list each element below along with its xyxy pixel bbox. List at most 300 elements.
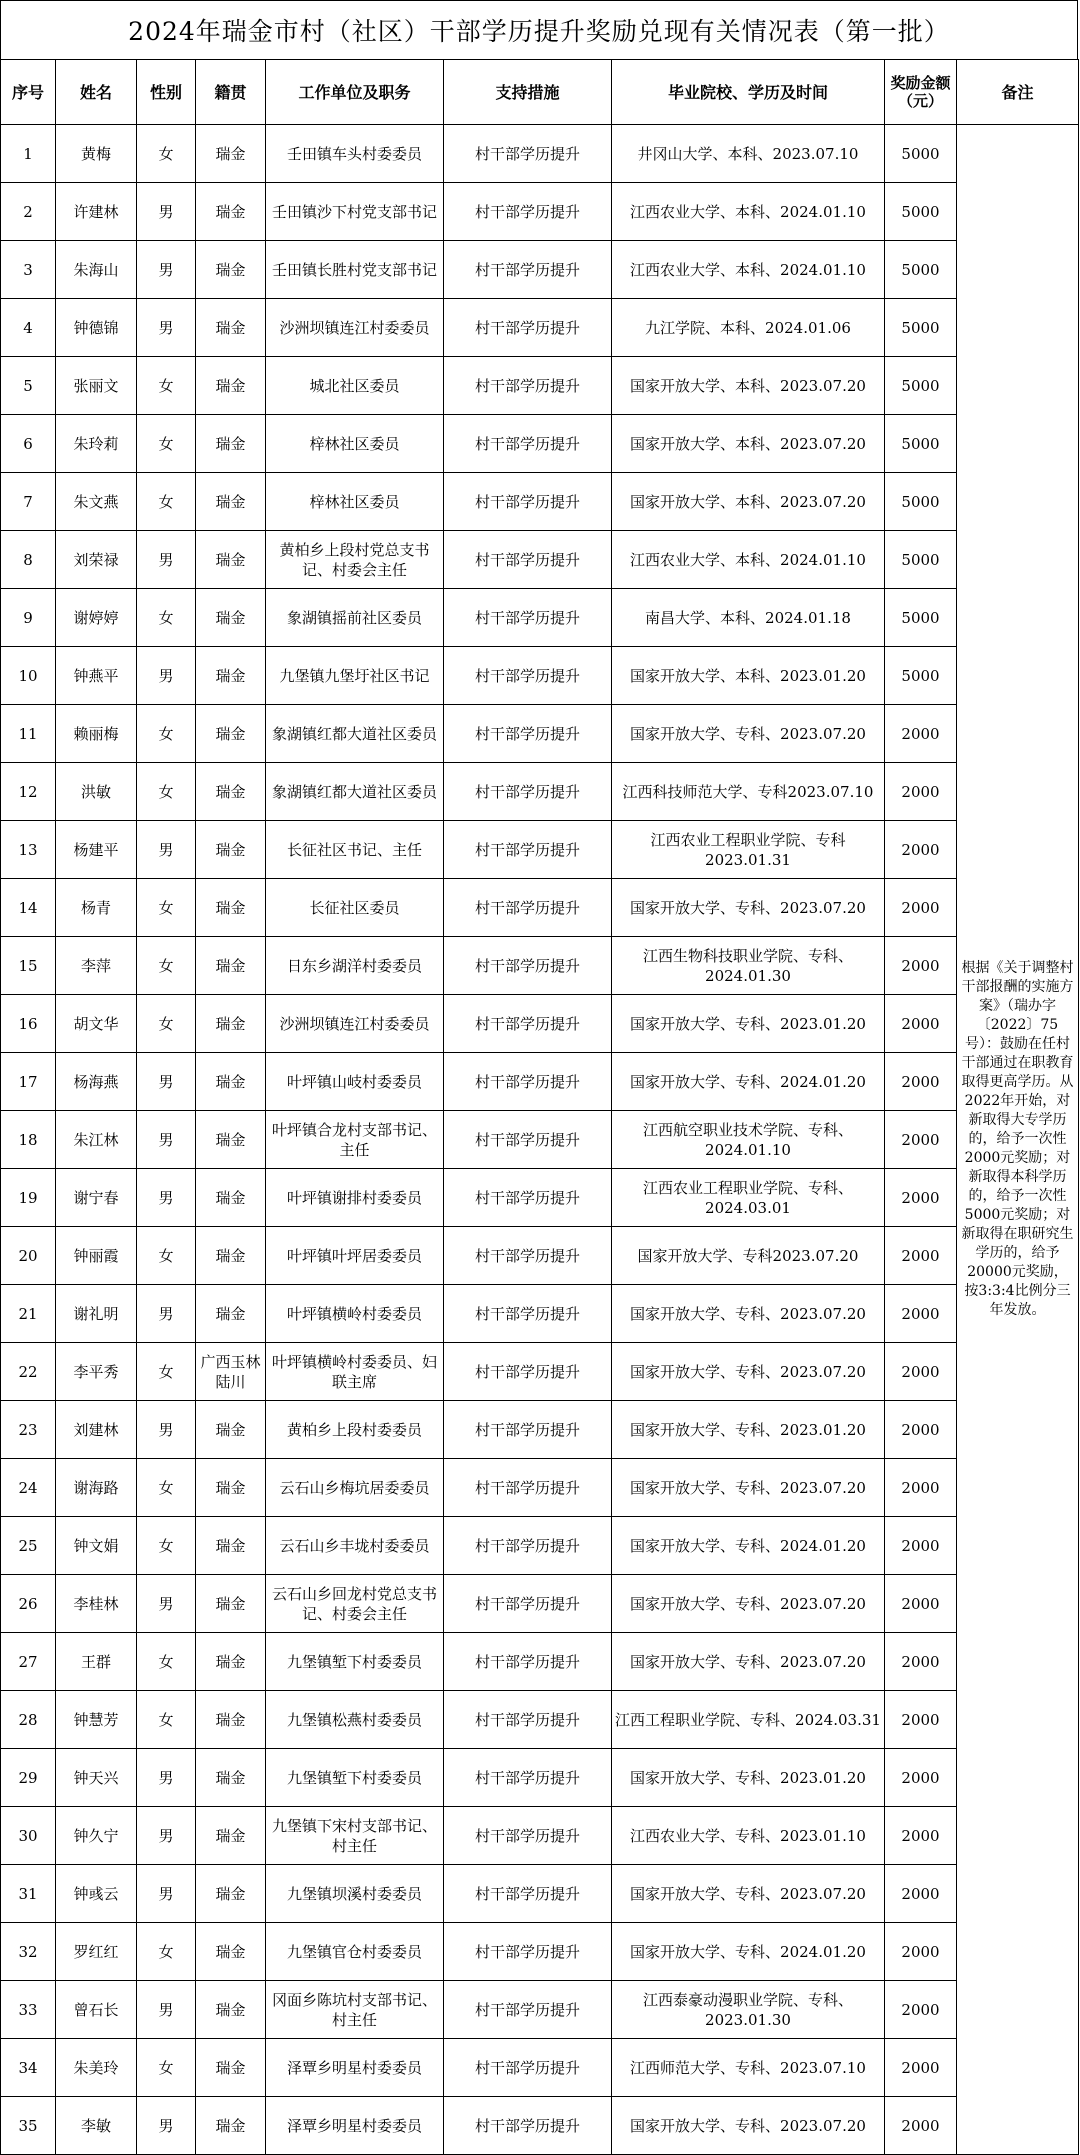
hometown-cell: 瑞金 — [196, 125, 266, 183]
gender-cell: 女 — [137, 1227, 196, 1285]
table-row — [1, 473, 1079, 531]
unit-cell: 长征社区书记、主任 — [266, 821, 444, 879]
seq-cell: 31 — [1, 1865, 56, 1923]
school-cell: 国家开放大学、专科、2023.07.20 — [612, 879, 885, 937]
amount-cell: 5000 — [885, 589, 957, 647]
header-gender: 性别 — [137, 60, 196, 125]
gender-cell: 女 — [137, 2039, 196, 2097]
school-cell: 国家开放大学、专科、2023.07.20 — [612, 1575, 885, 1633]
seq-cell: 27 — [1, 1633, 56, 1691]
unit-cell: 九堡镇官仓村委委员 — [266, 1923, 444, 1981]
remark-cell: 根据《关于调整村干部报酬的实施方案》（瑞办字〔2022〕75号）：鼓励在任村干部通过在职教育取得更高学历。从2022年开始，对新取得大专学历的，给予一次性2000元奖励；对新取得本科学历的，给予一次性5000元奖励；对新取得在职研究生学历的，给予20000元奖励，按3:3:4比例分三年发放。 — [957, 125, 1079, 2155]
measure-cell: 村干部学历提升 — [444, 1749, 612, 1807]
name-cell: 谢海路 — [56, 1459, 137, 1517]
hometown-cell: 瑞金 — [196, 183, 266, 241]
seq-cell: 23 — [1, 1401, 56, 1459]
document-title: 2024年瑞金市村（社区）干部学历提升奖励兑现有关情况表（第一批） — [0, 0, 1078, 60]
unit-cell: 城北社区委员 — [266, 357, 444, 415]
seq-cell: 24 — [1, 1459, 56, 1517]
seq-cell: 3 — [1, 241, 56, 299]
name-cell: 朱玲莉 — [56, 415, 137, 473]
hometown-cell: 瑞金 — [196, 473, 266, 531]
table-header-row — [1, 60, 1079, 125]
measure-cell: 村干部学历提升 — [444, 705, 612, 763]
table-row — [1, 299, 1079, 357]
measure-cell: 村干部学历提升 — [444, 1865, 612, 1923]
seq-cell: 14 — [1, 879, 56, 937]
gender-cell: 女 — [137, 473, 196, 531]
unit-cell: 叶坪镇山岐村委委员 — [266, 1053, 444, 1111]
gender-cell: 女 — [137, 1923, 196, 1981]
amount-cell: 2000 — [885, 995, 957, 1053]
school-cell: 国家开放大学、专科2023.07.20 — [612, 1227, 885, 1285]
unit-cell: 云石山乡梅坑居委委员 — [266, 1459, 444, 1517]
seq-cell: 35 — [1, 2097, 56, 2155]
measure-cell: 村干部学历提升 — [444, 1633, 612, 1691]
amount-cell: 2000 — [885, 1053, 957, 1111]
measure-cell: 村干部学历提升 — [444, 1111, 612, 1169]
measure-cell: 村干部学历提升 — [444, 1169, 612, 1227]
amount-cell: 5000 — [885, 647, 957, 705]
hometown-cell: 瑞金 — [196, 1227, 266, 1285]
name-cell: 朱海山 — [56, 241, 137, 299]
amount-cell: 2000 — [885, 2039, 957, 2097]
school-cell: 南昌大学、本科、2024.01.18 — [612, 589, 885, 647]
seq-cell: 30 — [1, 1807, 56, 1865]
measure-cell: 村干部学历提升 — [444, 1807, 612, 1865]
header-school: 毕业院校、学历及时间 — [612, 60, 885, 125]
amount-cell: 2000 — [885, 1517, 957, 1575]
hometown-cell: 瑞金 — [196, 415, 266, 473]
name-cell: 王群 — [56, 1633, 137, 1691]
amount-cell: 2000 — [885, 1749, 957, 1807]
header-seq: 序号 — [1, 60, 56, 125]
unit-cell: 象湖镇红都大道社区委员 — [266, 705, 444, 763]
gender-cell: 女 — [137, 705, 196, 763]
seq-cell: 25 — [1, 1517, 56, 1575]
seq-cell: 15 — [1, 937, 56, 995]
measure-cell: 村干部学历提升 — [444, 1053, 612, 1111]
name-cell: 李桂林 — [56, 1575, 137, 1633]
seq-cell: 6 — [1, 415, 56, 473]
name-cell: 钟文娟 — [56, 1517, 137, 1575]
school-cell: 国家开放大学、专科、2023.07.20 — [612, 1633, 885, 1691]
hometown-cell: 瑞金 — [196, 2039, 266, 2097]
school-cell: 江西农业大学、本科、2024.01.10 — [612, 531, 885, 589]
measure-cell: 村干部学历提升 — [444, 1575, 612, 1633]
hometown-cell: 瑞金 — [196, 1517, 266, 1575]
school-cell: 国家开放大学、本科、2023.07.20 — [612, 473, 885, 531]
table-row — [1, 1053, 1079, 1111]
reward-table — [0, 59, 1079, 2155]
name-cell: 杨海燕 — [56, 1053, 137, 1111]
amount-cell: 2000 — [885, 1981, 957, 2039]
school-cell: 国家开放大学、本科、2023.01.20 — [612, 647, 885, 705]
amount-cell: 2000 — [885, 1459, 957, 1517]
hometown-cell: 瑞金 — [196, 1459, 266, 1517]
name-cell: 胡文华 — [56, 995, 137, 1053]
school-cell: 井冈山大学、本科、2023.07.10 — [612, 125, 885, 183]
amount-cell: 2000 — [885, 1575, 957, 1633]
amount-cell: 2000 — [885, 763, 957, 821]
amount-cell: 5000 — [885, 357, 957, 415]
gender-cell: 女 — [137, 415, 196, 473]
header-measure: 支持措施 — [444, 60, 612, 125]
table-row — [1, 821, 1079, 879]
table-row — [1, 1923, 1079, 1981]
table-row — [1, 589, 1079, 647]
name-cell: 李敏 — [56, 2097, 137, 2155]
table-row — [1, 1343, 1079, 1401]
name-cell: 钟久宁 — [56, 1807, 137, 1865]
unit-cell: 九堡镇下宋村支部书记、村主任 — [266, 1807, 444, 1865]
table-body — [1, 125, 1079, 2155]
name-cell: 刘荣禄 — [56, 531, 137, 589]
amount-cell: 5000 — [885, 531, 957, 589]
name-cell: 张丽文 — [56, 357, 137, 415]
hometown-cell: 瑞金 — [196, 1691, 266, 1749]
gender-cell: 女 — [137, 1459, 196, 1517]
amount-cell: 5000 — [885, 415, 957, 473]
seq-cell: 17 — [1, 1053, 56, 1111]
table-row — [1, 1981, 1079, 2039]
school-cell: 江西师范大学、专科、2023.07.10 — [612, 2039, 885, 2097]
unit-cell: 沙洲坝镇连江村委委员 — [266, 299, 444, 357]
school-cell: 江西泰豪动漫职业学院、专科、2023.01.30 — [612, 1981, 885, 2039]
gender-cell: 男 — [137, 2097, 196, 2155]
table-row — [1, 705, 1079, 763]
measure-cell: 村干部学历提升 — [444, 1401, 612, 1459]
name-cell: 朱江林 — [56, 1111, 137, 1169]
amount-cell: 2000 — [885, 1401, 957, 1459]
amount-cell: 2000 — [885, 1633, 957, 1691]
amount-cell: 5000 — [885, 241, 957, 299]
table-row — [1, 995, 1079, 1053]
header-name: 姓名 — [56, 60, 137, 125]
seq-cell: 22 — [1, 1343, 56, 1401]
gender-cell: 女 — [137, 995, 196, 1053]
gender-cell: 男 — [137, 1401, 196, 1459]
seq-cell: 5 — [1, 357, 56, 415]
measure-cell: 村干部学历提升 — [444, 821, 612, 879]
measure-cell: 村干部学历提升 — [444, 1343, 612, 1401]
hometown-cell: 瑞金 — [196, 1285, 266, 1343]
unit-cell: 黄柏乡上段村委委员 — [266, 1401, 444, 1459]
name-cell: 钟燕平 — [56, 647, 137, 705]
seq-cell: 8 — [1, 531, 56, 589]
measure-cell: 村干部学历提升 — [444, 473, 612, 531]
school-cell: 国家开放大学、专科、2023.01.20 — [612, 1401, 885, 1459]
hometown-cell: 瑞金 — [196, 937, 266, 995]
seq-cell: 16 — [1, 995, 56, 1053]
table-row — [1, 531, 1079, 589]
hometown-cell: 瑞金 — [196, 1169, 266, 1227]
unit-cell: 泽覃乡明星村委委员 — [266, 2039, 444, 2097]
hometown-cell: 瑞金 — [196, 1981, 266, 2039]
hometown-cell: 瑞金 — [196, 589, 266, 647]
table-row — [1, 1227, 1079, 1285]
unit-cell: 叶坪镇叶坪居委委员 — [266, 1227, 444, 1285]
school-cell: 国家开放大学、本科、2023.07.20 — [612, 415, 885, 473]
hometown-cell: 瑞金 — [196, 1401, 266, 1459]
seq-cell: 18 — [1, 1111, 56, 1169]
table-row — [1, 879, 1079, 937]
table-row — [1, 357, 1079, 415]
unit-cell: 九堡镇九堡圩社区书记 — [266, 647, 444, 705]
measure-cell: 村干部学历提升 — [444, 1517, 612, 1575]
name-cell: 罗红红 — [56, 1923, 137, 1981]
unit-cell: 九堡镇堑下村委委员 — [266, 1633, 444, 1691]
amount-cell: 2000 — [885, 937, 957, 995]
unit-cell: 梓林社区委员 — [266, 473, 444, 531]
hometown-cell: 瑞金 — [196, 879, 266, 937]
unit-cell: 壬田镇长胜村党支部书记 — [266, 241, 444, 299]
seq-cell: 21 — [1, 1285, 56, 1343]
gender-cell: 女 — [137, 357, 196, 415]
unit-cell: 叶坪镇横岭村委委员 — [266, 1285, 444, 1343]
unit-cell: 沙洲坝镇连江村委委员 — [266, 995, 444, 1053]
hometown-cell: 瑞金 — [196, 299, 266, 357]
seq-cell: 26 — [1, 1575, 56, 1633]
table-row — [1, 1169, 1079, 1227]
measure-cell: 村干部学历提升 — [444, 589, 612, 647]
table-row — [1, 1285, 1079, 1343]
gender-cell: 男 — [137, 1981, 196, 2039]
gender-cell: 女 — [137, 589, 196, 647]
hometown-cell: 瑞金 — [196, 241, 266, 299]
gender-cell: 女 — [137, 1343, 196, 1401]
name-cell: 曾石长 — [56, 1981, 137, 2039]
table-row — [1, 763, 1079, 821]
school-cell: 国家开放大学、专科、2024.01.20 — [612, 1923, 885, 1981]
table-row — [1, 183, 1079, 241]
name-cell: 李平秀 — [56, 1343, 137, 1401]
table-row — [1, 1111, 1079, 1169]
hometown-cell: 瑞金 — [196, 2097, 266, 2155]
school-cell: 国家开放大学、专科、2023.01.20 — [612, 995, 885, 1053]
seq-cell: 28 — [1, 1691, 56, 1749]
school-cell: 国家开放大学、专科、2023.07.20 — [612, 705, 885, 763]
school-cell: 国家开放大学、专科、2024.01.20 — [612, 1053, 885, 1111]
seq-cell: 1 — [1, 125, 56, 183]
hometown-cell: 瑞金 — [196, 705, 266, 763]
school-cell: 江西农业大学、本科、2024.01.10 — [612, 241, 885, 299]
hometown-cell: 瑞金 — [196, 1807, 266, 1865]
seq-cell: 12 — [1, 763, 56, 821]
name-cell: 洪敏 — [56, 763, 137, 821]
seq-cell: 20 — [1, 1227, 56, 1285]
name-cell: 朱文燕 — [56, 473, 137, 531]
hometown-cell: 瑞金 — [196, 531, 266, 589]
seq-cell: 11 — [1, 705, 56, 763]
header-amount: 奖励金额（元） — [885, 60, 957, 125]
hometown-cell: 瑞金 — [196, 821, 266, 879]
amount-cell: 5000 — [885, 125, 957, 183]
unit-cell: 云石山乡回龙村党总支书记、村委会主任 — [266, 1575, 444, 1633]
table-row — [1, 415, 1079, 473]
unit-cell: 壬田镇车头村委委员 — [266, 125, 444, 183]
measure-cell: 村干部学历提升 — [444, 647, 612, 705]
name-cell: 许建林 — [56, 183, 137, 241]
measure-cell: 村干部学历提升 — [444, 183, 612, 241]
name-cell: 谢宁春 — [56, 1169, 137, 1227]
measure-cell: 村干部学历提升 — [444, 937, 612, 995]
seq-cell: 13 — [1, 821, 56, 879]
gender-cell: 女 — [137, 1517, 196, 1575]
measure-cell: 村干部学历提升 — [444, 1691, 612, 1749]
gender-cell: 男 — [137, 1749, 196, 1807]
unit-cell: 冈面乡陈坑村支部书记、村主任 — [266, 1981, 444, 2039]
table-row — [1, 1633, 1079, 1691]
table-row — [1, 647, 1079, 705]
name-cell: 杨建平 — [56, 821, 137, 879]
gender-cell: 女 — [137, 937, 196, 995]
table-row — [1, 1459, 1079, 1517]
gender-cell: 男 — [137, 183, 196, 241]
hometown-cell: 瑞金 — [196, 1923, 266, 1981]
table-row — [1, 241, 1079, 299]
table-row — [1, 1749, 1079, 1807]
gender-cell: 男 — [137, 1865, 196, 1923]
gender-cell: 男 — [137, 1169, 196, 1227]
unit-cell: 叶坪镇谢排村委委员 — [266, 1169, 444, 1227]
school-cell: 九江学院、本科、2024.01.06 — [612, 299, 885, 357]
unit-cell: 九堡镇松燕村委委员 — [266, 1691, 444, 1749]
gender-cell: 女 — [137, 1691, 196, 1749]
school-cell: 江西航空职业技术学院、专科、2024.01.10 — [612, 1111, 885, 1169]
hometown-cell: 瑞金 — [196, 1053, 266, 1111]
name-cell: 谢礼明 — [56, 1285, 137, 1343]
gender-cell: 男 — [137, 647, 196, 705]
name-cell: 杨青 — [56, 879, 137, 937]
measure-cell: 村干部学历提升 — [444, 241, 612, 299]
name-cell: 谢婷婷 — [56, 589, 137, 647]
amount-cell: 5000 — [885, 473, 957, 531]
measure-cell: 村干部学历提升 — [444, 531, 612, 589]
unit-cell: 象湖镇摇前社区委员 — [266, 589, 444, 647]
hometown-cell: 瑞金 — [196, 995, 266, 1053]
seq-cell: 9 — [1, 589, 56, 647]
measure-cell: 村干部学历提升 — [444, 2039, 612, 2097]
table-row — [1, 2039, 1079, 2097]
gender-cell: 女 — [137, 125, 196, 183]
table-row — [1, 937, 1079, 995]
hometown-cell: 瑞金 — [196, 763, 266, 821]
unit-cell: 叶坪镇横岭村委委员、妇联主席 — [266, 1343, 444, 1401]
measure-cell: 村干部学历提升 — [444, 357, 612, 415]
amount-cell: 2000 — [885, 1343, 957, 1401]
hometown-cell: 瑞金 — [196, 1111, 266, 1169]
unit-cell: 日东乡湖洋村委委员 — [266, 937, 444, 995]
gender-cell: 男 — [137, 299, 196, 357]
hometown-cell: 瑞金 — [196, 357, 266, 415]
seq-cell: 10 — [1, 647, 56, 705]
school-cell: 国家开放大学、专科、2023.07.20 — [612, 1459, 885, 1517]
hometown-cell: 瑞金 — [196, 647, 266, 705]
hometown-cell: 瑞金 — [196, 1749, 266, 1807]
name-cell: 钟慧芳 — [56, 1691, 137, 1749]
unit-cell: 叶坪镇合龙村支部书记、主任 — [266, 1111, 444, 1169]
unit-cell: 云石山乡丰垅村委委员 — [266, 1517, 444, 1575]
seq-cell: 7 — [1, 473, 56, 531]
school-cell: 国家开放大学、本科、2023.07.20 — [612, 357, 885, 415]
gender-cell: 男 — [137, 1111, 196, 1169]
gender-cell: 女 — [137, 1633, 196, 1691]
hometown-cell: 瑞金 — [196, 1633, 266, 1691]
measure-cell: 村干部学历提升 — [444, 415, 612, 473]
unit-cell: 壬田镇沙下村党支部书记 — [266, 183, 444, 241]
hometown-cell: 广西玉林陆川 — [196, 1343, 266, 1401]
school-cell: 国家开放大学、专科、2024.01.20 — [612, 1517, 885, 1575]
amount-cell: 2000 — [885, 821, 957, 879]
unit-cell: 九堡镇堑下村委委员 — [266, 1749, 444, 1807]
name-cell: 钟天兴 — [56, 1749, 137, 1807]
name-cell: 钟德锦 — [56, 299, 137, 357]
amount-cell: 2000 — [885, 1691, 957, 1749]
unit-cell: 九堡镇坝溪村委委员 — [266, 1865, 444, 1923]
seq-cell: 34 — [1, 2039, 56, 2097]
school-cell: 江西农业大学、专科、2023.01.10 — [612, 1807, 885, 1865]
name-cell: 赖丽梅 — [56, 705, 137, 763]
amount-cell: 2000 — [885, 1169, 957, 1227]
name-cell: 朱美玲 — [56, 2039, 137, 2097]
amount-cell: 2000 — [885, 705, 957, 763]
school-cell: 国家开放大学、专科、2023.01.20 — [612, 1749, 885, 1807]
amount-cell: 2000 — [885, 1285, 957, 1343]
hometown-cell: 瑞金 — [196, 1865, 266, 1923]
measure-cell: 村干部学历提升 — [444, 1981, 612, 2039]
unit-cell: 黄柏乡上段村党总支书记、村委会主任 — [266, 531, 444, 589]
header-remark: 备注 — [957, 60, 1079, 125]
school-cell: 江西生物科技职业学院、专科、2024.01.30 — [612, 937, 885, 995]
seq-cell: 32 — [1, 1923, 56, 1981]
seq-cell: 4 — [1, 299, 56, 357]
school-cell: 江西科技师范大学、专科2023.07.10 — [612, 763, 885, 821]
school-cell: 国家开放大学、专科、2023.07.20 — [612, 1285, 885, 1343]
unit-cell: 象湖镇红都大道社区委员 — [266, 763, 444, 821]
header-unit: 工作单位及职务 — [266, 60, 444, 125]
unit-cell: 梓林社区委员 — [266, 415, 444, 473]
hometown-cell: 瑞金 — [196, 1575, 266, 1633]
measure-cell: 村干部学历提升 — [444, 299, 612, 357]
name-cell: 黄梅 — [56, 125, 137, 183]
name-cell: 钟彧云 — [56, 1865, 137, 1923]
measure-cell: 村干部学历提升 — [444, 1227, 612, 1285]
amount-cell: 2000 — [885, 1865, 957, 1923]
gender-cell: 女 — [137, 879, 196, 937]
school-cell: 国家开放大学、专科、2023.07.20 — [612, 2097, 885, 2155]
seq-cell: 29 — [1, 1749, 56, 1807]
name-cell: 李萍 — [56, 937, 137, 995]
school-cell: 国家开放大学、专科、2023.07.20 — [612, 1343, 885, 1401]
amount-cell: 2000 — [885, 1111, 957, 1169]
gender-cell: 男 — [137, 1575, 196, 1633]
amount-cell: 2000 — [885, 2097, 957, 2155]
gender-cell: 男 — [137, 1053, 196, 1111]
amount-cell: 2000 — [885, 1807, 957, 1865]
unit-cell: 泽覃乡明星村委委员 — [266, 2097, 444, 2155]
header-hometown: 籍贯 — [196, 60, 266, 125]
table-row — [1, 1517, 1079, 1575]
measure-cell: 村干部学历提升 — [444, 125, 612, 183]
seq-cell: 33 — [1, 1981, 56, 2039]
school-cell: 国家开放大学、专科、2023.07.20 — [612, 1865, 885, 1923]
table-row — [1, 1401, 1079, 1459]
school-cell: 江西农业工程职业学院、专科2023.01.31 — [612, 821, 885, 879]
measure-cell: 村干部学历提升 — [444, 1923, 612, 1981]
measure-cell: 村干部学历提升 — [444, 995, 612, 1053]
amount-cell: 2000 — [885, 1227, 957, 1285]
